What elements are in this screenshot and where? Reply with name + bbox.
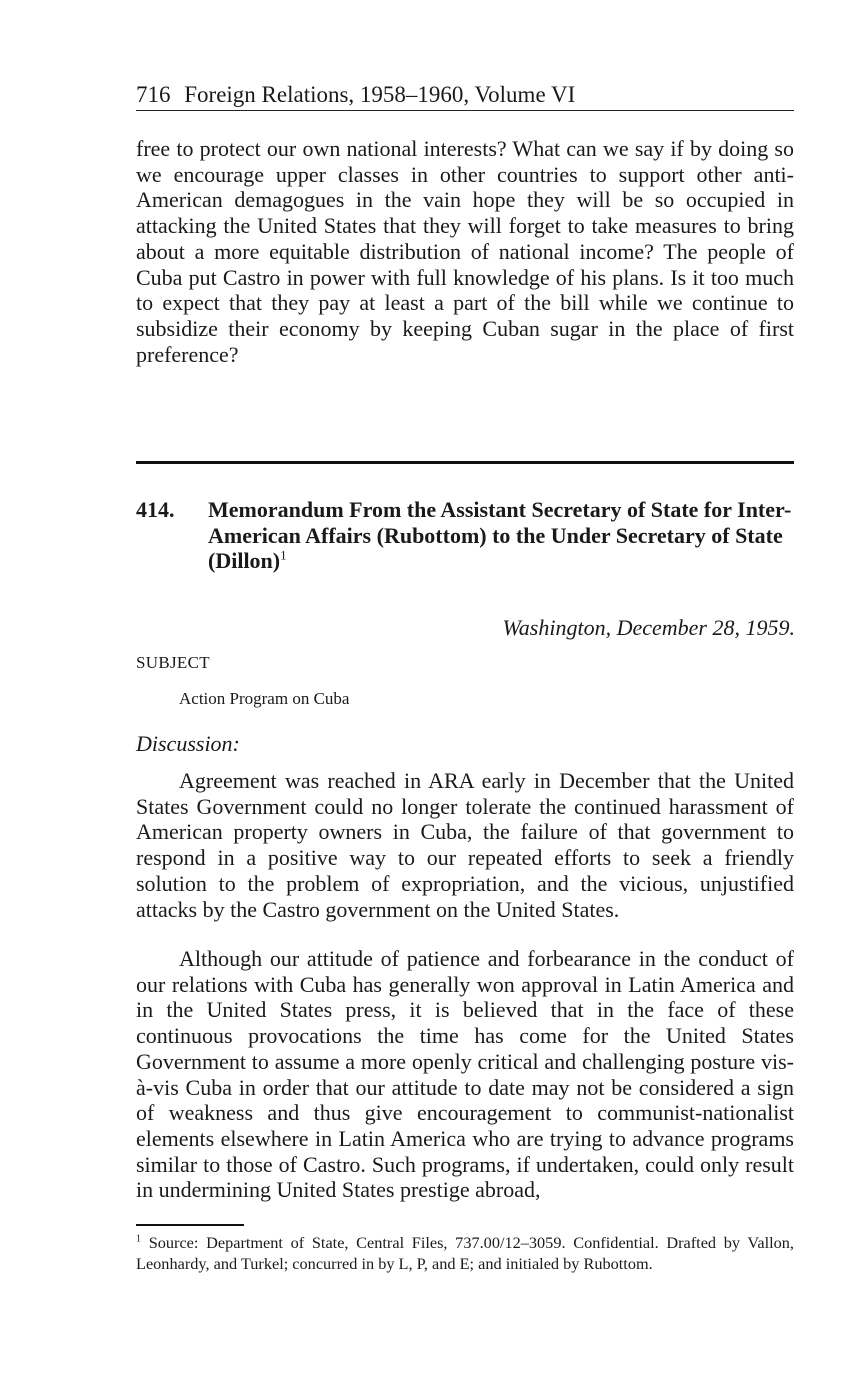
- footnote-reference[interactable]: 1: [280, 548, 287, 564]
- document-number: 414.: [136, 497, 175, 522]
- subject-text: Action Program on Cuba: [179, 689, 350, 708]
- volume-title: Foreign Relations, 1958–1960, Volume VI: [184, 82, 576, 107]
- body-paragraph-1: Agreement was reached in ARA early in December that the United States Government could no longer tolerate the continued harassment of American property owners in Cuba, the failure of that government to respond in a positive way to our repeated efforts to seek a friendly solution to the problem of expropriation, and the vicious, unjustified attacks by the Castro government on the United States.: [136, 768, 794, 922]
- section-divider: [136, 461, 794, 464]
- body-paragraph-2: Although our attitude of patience and forbearance in the conduct of our relations with Cuba has generally won approval in Latin America and in the United States press, it is believed that in the face of these continuous provocations the time has come for the United States Government to assume a more openly critical and challenging posture vis-à-vis Cuba in order that our attitude to date may not be considered a sign of weakness and thus give encouragement to communist-nationalist elements elsewhere in Latin America who are trying to advance programs similar to those of Castro. Such programs, if undertaken, could only result in undermining United States prestige abroad,: [136, 946, 794, 1203]
- document-title-text: Memorandum From the Assistant Secretary of State for Inter-American Affairs (Rubottom) to the Under Secretary of State (Dillon): [208, 497, 792, 574]
- footnote-divider: [136, 1224, 244, 1226]
- footnote: [136, 1233, 794, 1274]
- page-number: 716: [136, 82, 171, 107]
- running-header: [136, 80, 794, 111]
- document-title: [208, 497, 798, 574]
- footnote-text: Source: Department of State, Central Files, 737.00/12–3059. Confidential. Drafted by Vallon, Leonhardy, and Turkel; concurred in by L, P, and E; and initialed by Rubottom.: [136, 1233, 794, 1273]
- subject-label: SUBJECT: [136, 653, 210, 672]
- discussion-heading: Discussion:: [136, 731, 240, 756]
- continued-paragraph: free to protect our own national interests? What can we say if by doing so we encourage upper classes in other countries to support other anti-American demagogues in the vain hope they will be so occupied in attacking the United States that they will forget to take measures to bring about a more equitable distribution of national income? The people of Cuba put Castro in power with full knowledge of his plans. Is it too much to expect that they pay at least a part of the bill while we continue to subsidize their economy by keeping Cuban sugar in the place of first preference?: [136, 136, 794, 367]
- dateline: Washington, December 28, 1959.: [502, 615, 795, 640]
- footnote-marker: 1: [136, 1233, 141, 1245]
